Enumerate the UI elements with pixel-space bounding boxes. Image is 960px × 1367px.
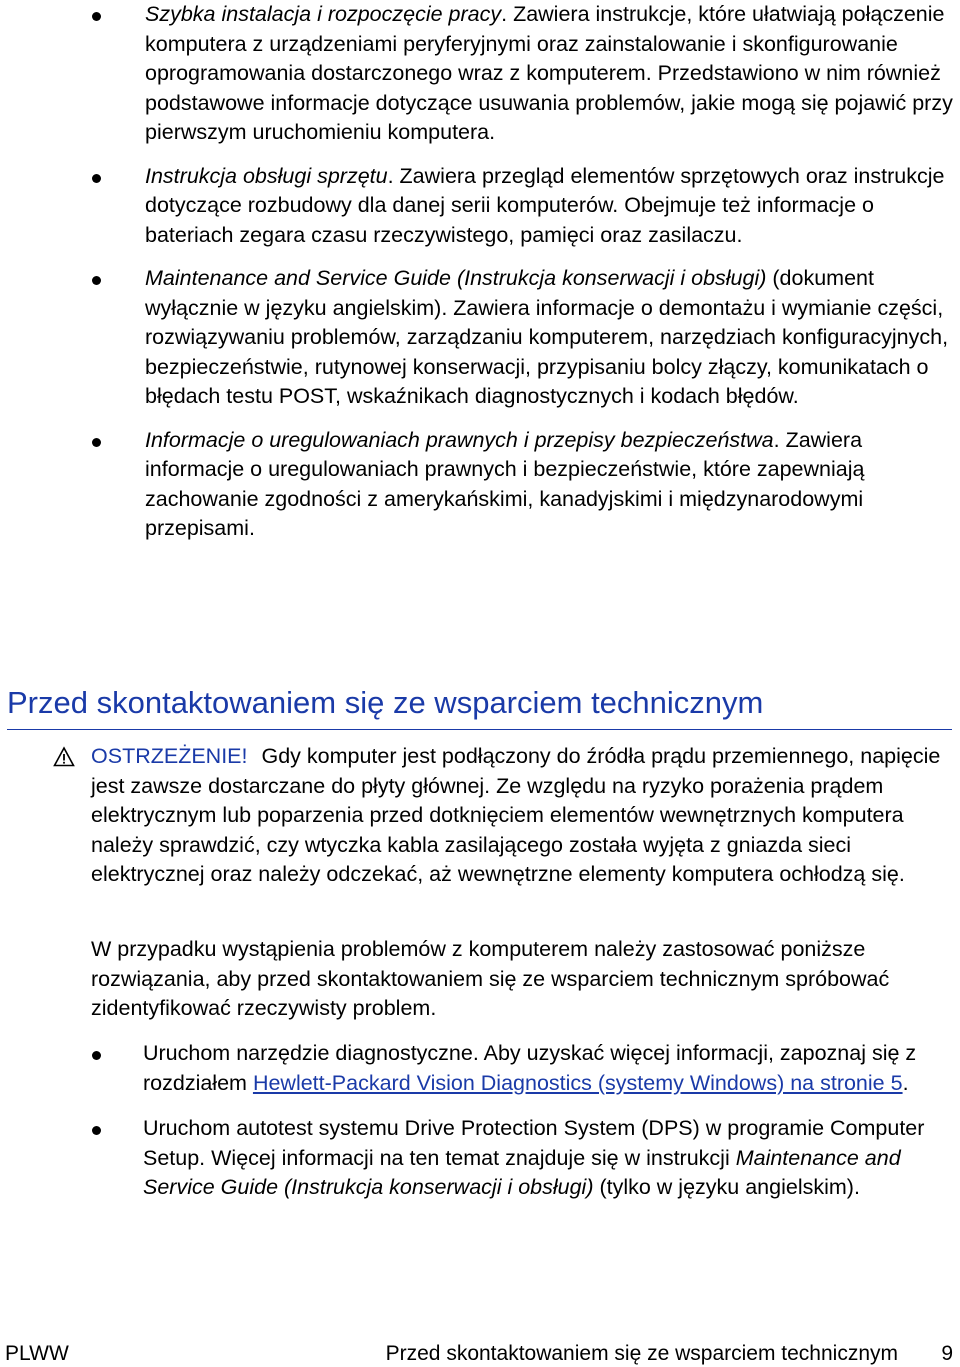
step-text: Uruchom autotest systemu Drive Protection System (DPS) w programie Computer Setup. Więcej informacji na ten temat znajduje się w instrukcji [143, 1116, 925, 1170]
document-description: Zawiera przegląd elementów sprzętowych oraz instrukcje dotyczące rozbudowy dla danej serii komputerów. Obejmuje też informacje o bateriach zegara czasu rzeczywistego, pamięci oraz zasilaczu. [145, 163, 945, 247]
page-number: 9 [941, 1342, 953, 1365]
document-description: Zawiera informacje o uregulowaniach prawnych i bezpieczeństwie, które zapewniają zachowanie zgodności z amerykańskimi, kanadyjskimi i międzynarodowymi przepisami. [145, 427, 865, 540]
list-item [0, 1039, 960, 1098]
step-text-end: (tylko w języku angielskim). [593, 1175, 860, 1199]
document-title: Szybka instalacja i rozpoczęcie pracy [145, 2, 502, 26]
title-punctuation: . [773, 427, 780, 452]
bullet-icon [92, 438, 101, 447]
warning-block [0, 742, 960, 890]
title-punctuation: . [501, 2, 508, 26]
list-item [0, 426, 960, 544]
list-item [0, 0, 960, 148]
bullet-icon [92, 1126, 101, 1135]
bullet-icon [92, 174, 101, 183]
document-title: Instrukcja obsługi sprzętu [145, 163, 388, 188]
title-punctuation: . [387, 163, 394, 188]
document-list [0, 0, 960, 558]
diagnostics-link[interactable]: Hewlett-Packard Vision Diagnostics (systemy Windows) na stronie 5 [252, 1070, 903, 1095]
list-item [0, 264, 960, 412]
warning-text [91, 742, 951, 890]
intro-paragraph: W przypadku wystąpienia problemów z komputerem należy zastosować poniższe rozwiązania, aby przed skontaktowaniem się ze wsparciem technicznym spróbować zidentyfikować rzeczywisty problem. [91, 937, 890, 1020]
document-title: Informacje o uregulowaniach prawnych i przepisy bezpieczeństwa [145, 427, 774, 452]
warning-label: OSTRZEŻENIE! [91, 744, 248, 768]
list-item-text [145, 162, 957, 251]
list-item-text [145, 426, 957, 544]
list-item-text [143, 1039, 955, 1098]
list-item [0, 1114, 960, 1203]
step-text-end: . [902, 1070, 909, 1095]
list-item-text [143, 1114, 955, 1203]
bullet-icon [92, 1051, 101, 1060]
warning-triangle-icon [53, 746, 75, 768]
guide-title: Maintenance and Service Guide (Instrukcja konserwacji i obsługi) [143, 1145, 901, 1199]
bullet-icon [92, 12, 101, 21]
document-description: Zawiera instrukcje, które ułatwiają połączenie komputera z urządzeniami peryferyjnymi oraz zainstalowanie i skonfigurowanie oprogramowania dostarczonego wraz z komputerem. Przedstawiono w nim również podstawowe informacje dotyczące usuwania problemów, jakie mogą się pojawić przy pierwszym uruchomieniu komputera. [145, 2, 953, 144]
document-description: (dokument wyłącznie w języku angielskim). Zawiera informacje o demontażu i wymianie części, rozwiązywaniu problemów, zarządzaniu komputerem, narzędziach konfiguracyjnych, bezpieczeństwie, rutynowej konserwacji, przypisaniu bolcy złączy, komunikatach o błędach testu POST, wskaźnikach diagnostycznych i kodach błędów. [145, 266, 949, 408]
section-heading: Przed skontaktowaniem się ze wsparciem technicznym [7, 683, 952, 730]
warning-body: Gdy komputer jest podłączony do źródła prądu przemiennego, napięcie jest zawsze dostarczane do płyty głównej. Ze względu na ryzyko porażenia prądem elektrycznym lub poparzenia przed dotknięciem elementów wewnętrznych komputera należy sprawdzić, czy wtyczka kabla zasilającego została wyjęta z gniazda sieci elektrycznej oraz należy odczekać, aż wewnętrzne elementy komputera ochłodzą się. [91, 744, 941, 886]
document-title: Maintenance and Service Guide (Instrukcja konserwacji i obsługi) [145, 266, 767, 290]
page-footer [0, 1340, 960, 1367]
step-text: Uruchom narzędzie diagnostyczne. Aby uzyskać więcej informacji, zapoznaj się z rozdziałem [143, 1041, 917, 1095]
list-item-text [145, 264, 957, 412]
bullet-icon [92, 276, 101, 285]
troubleshooting-list [0, 1039, 960, 1219]
list-item [0, 162, 960, 251]
footer-locale: PLWW [5, 1342, 69, 1365]
footer-section-title: Przed skontaktowaniem się ze wsparciem technicznym [385, 1342, 898, 1365]
list-item-text [145, 0, 957, 148]
